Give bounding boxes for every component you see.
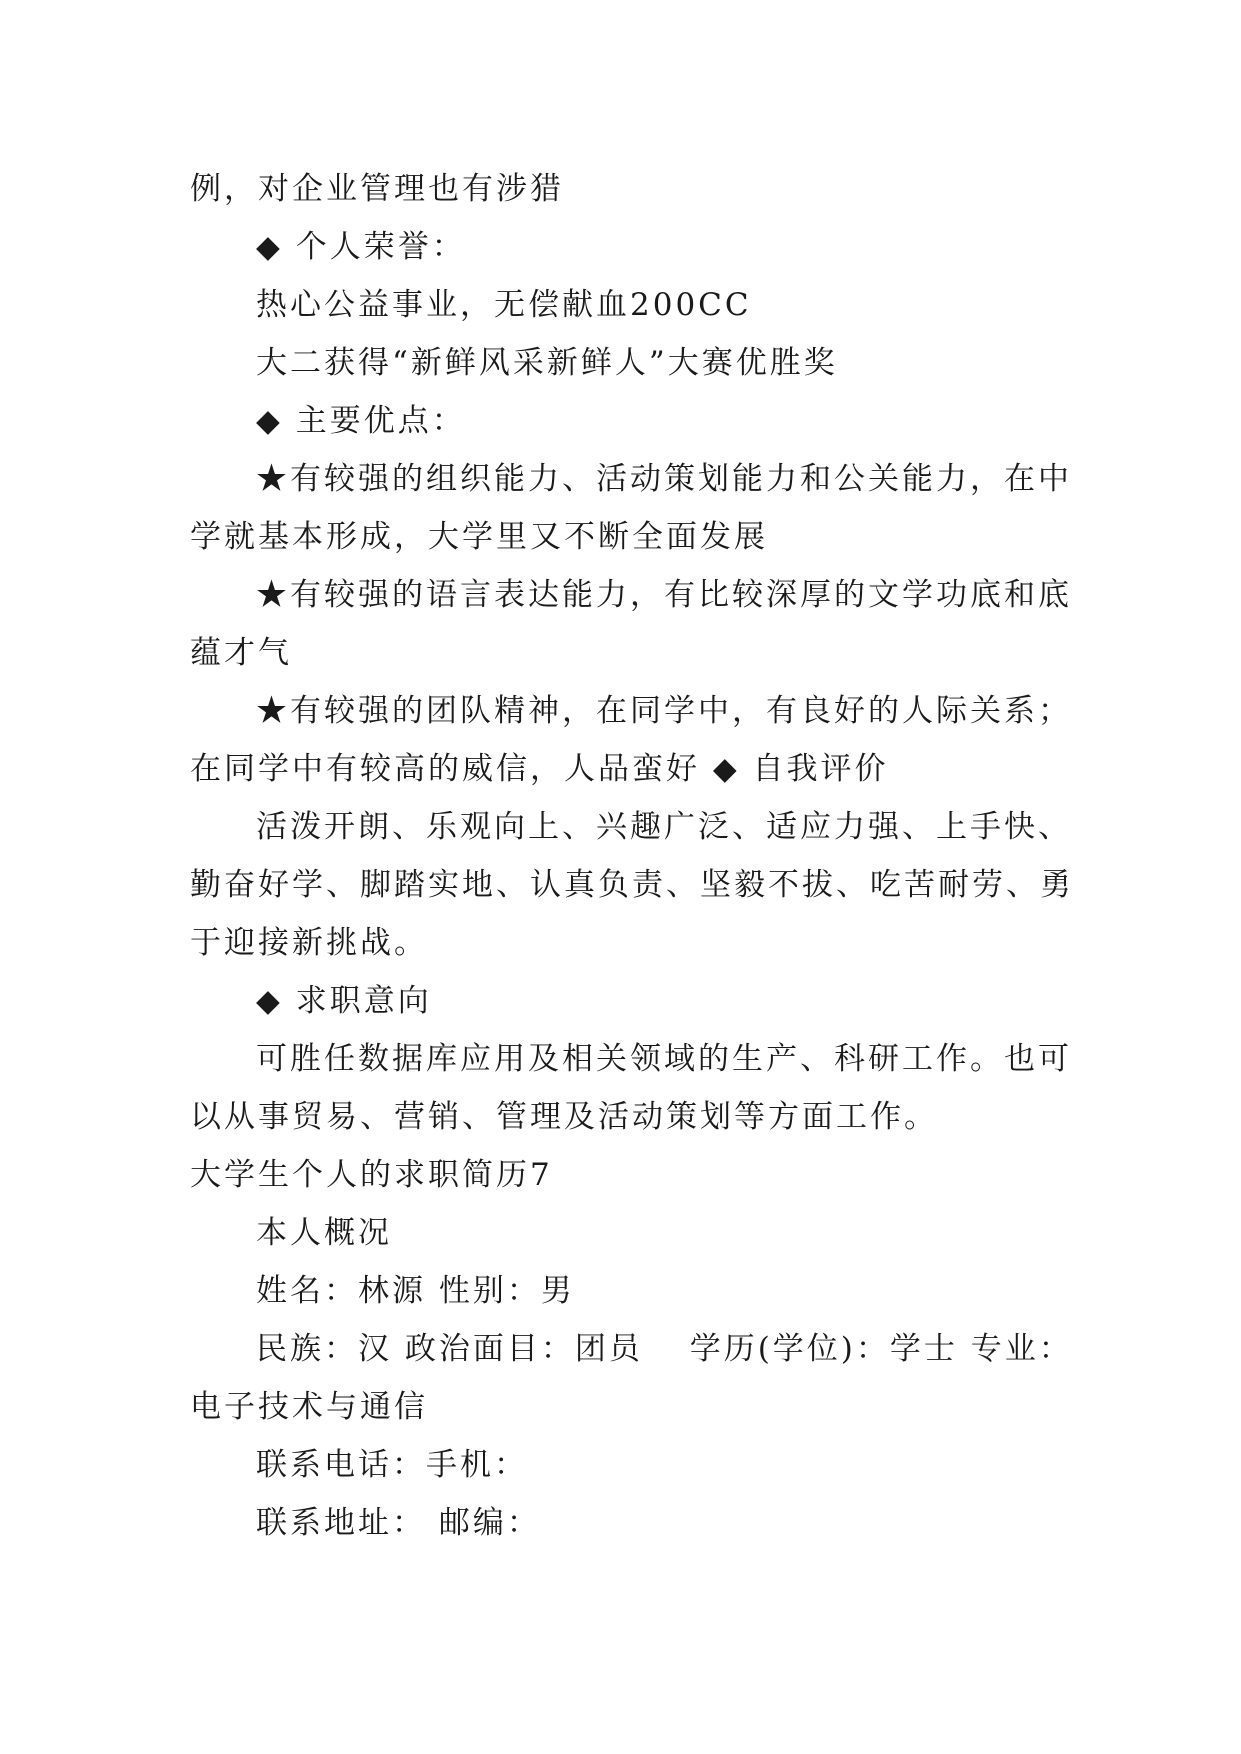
text-line: ◆ 主要优点： [256, 403, 466, 439]
text-line: 蕴才气 [190, 635, 292, 671]
text-line: 学就基本形成，大学里又不断全面发展 [190, 519, 768, 555]
text-line: ◆ 求职意向 [256, 983, 432, 1019]
text-line: ★有较强的团队精神，在同学中，有良好的人际关系； [256, 693, 1072, 729]
text-line: 可胜任数据库应用及相关领域的生产、科研工作。也可 [256, 1041, 1072, 1077]
document-body [190, 160, 1074, 1552]
text-line: ◆ 个人荣誉： [256, 229, 466, 265]
text-line: 联系电话：手机： [256, 1447, 528, 1483]
text-line: 联系地址： 邮编： [256, 1505, 541, 1541]
text-line: 电子技术与通信 [190, 1389, 428, 1425]
text-line: ★有较强的组织能力、活动策划能力和公关能力，在中 [256, 461, 1072, 497]
text-line: 在同学中有较高的威信，人品蛮好 ◆ 自我评价 [190, 751, 889, 787]
text-line: 以从事贸易、营销、管理及活动策划等方面工作。 [190, 1099, 938, 1135]
text-line: 民族：汉 政治面目：团员 学历(学位)：学士 专业： [256, 1331, 1073, 1367]
section-heading: 大学生个人的求职简历7 [190, 1157, 553, 1193]
text-line: 勤奋好学、脚踏实地、认真负责、坚毅不拔、吃苦耐劳、勇 [190, 867, 1074, 903]
text-line: 于迎接新挑战。 [190, 925, 428, 961]
text-line: ★有较强的语言表达能力，有比较深厚的文学功底和底 [256, 577, 1072, 613]
text-line: 热心公益事业，无偿献血200CC [256, 287, 752, 323]
text-line: 本人概况 [256, 1215, 392, 1251]
text-line: 活泼开朗、乐观向上、兴趣广泛、适应力强、上手快、 [256, 809, 1072, 845]
text-line: 例，对企业管理也有涉猎 [190, 171, 564, 207]
text-line: 姓名：林源 性别：男 [256, 1273, 575, 1309]
text-line: 大二获得“新鲜风采新鲜人”大赛优胜奖 [256, 345, 838, 381]
